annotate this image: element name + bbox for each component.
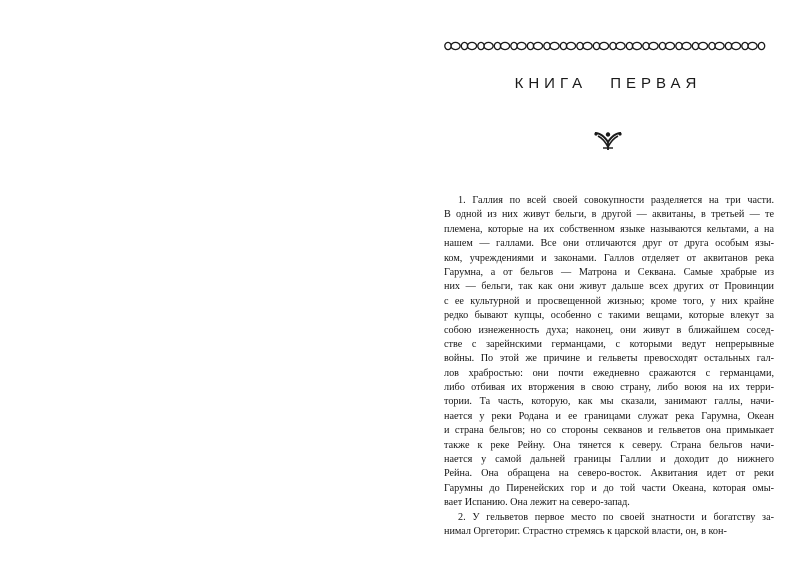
ornament-link	[478, 42, 484, 49]
ornament-link	[676, 42, 682, 49]
text-line: нимал Оргеториг. Страстно стремясь к царской власти, он, в кон-	[444, 525, 727, 537]
ornament-link	[577, 42, 583, 49]
ornament-link	[550, 42, 559, 49]
floral-vignette-icon	[591, 130, 625, 152]
ornament-link	[626, 42, 632, 49]
text-line: и страна бельгов; но со стороны секванов и гельветов она примыкает	[444, 425, 774, 437]
ornament-link	[527, 42, 533, 49]
text-line: В одной из них живут бельги, в другой — аквитаны, в третьей — те	[444, 209, 774, 221]
text-line: также к реке Рейну. Она тянется к северу. Страна бельгов начи-	[444, 439, 774, 451]
ornament-link	[665, 42, 674, 49]
ornament-link	[682, 42, 691, 49]
text-line: редко бывают купцы, особенно с такими вещами, которые влекут за	[444, 310, 774, 322]
ornament-link	[610, 42, 616, 49]
text-line: племена, которые на их собственном языке называются кельтами, а на	[444, 223, 774, 235]
ornament-link	[511, 42, 517, 49]
text-line: нается у самой дальней границы Галлии и доходит до нижнего	[444, 454, 774, 466]
ornament-link	[467, 42, 476, 49]
ornament-link	[659, 42, 665, 49]
ornament-link	[692, 42, 698, 49]
ornament-link	[709, 42, 715, 49]
text-line: либо отбивая их вторжения в свою страну, либо воюя на их терри-	[444, 382, 774, 394]
ornament-link	[758, 42, 764, 49]
ornament-link	[643, 42, 649, 49]
ornament-link	[748, 42, 757, 49]
ornament-link	[715, 42, 724, 49]
text-line: Рейна. Она обращена на северо-восток. Аквитания идет от реки	[444, 468, 774, 480]
ornament-link	[616, 42, 625, 49]
text-line: Гарумны до Пиренейских гор и до той части Океана, которая омы-	[444, 482, 774, 494]
ornament-link	[742, 42, 748, 49]
body-text	[444, 194, 774, 539]
text-line: 2. У гельветов первое место по своей знатности и богатству за-	[458, 511, 774, 523]
ornament-link	[461, 42, 467, 49]
ornament-link	[599, 42, 608, 49]
ornament-link	[484, 42, 493, 49]
ornament-link	[698, 42, 707, 49]
text-line: войны. По этой же причине и гельветы превосходят остальных гал-	[444, 353, 774, 365]
ornament-link	[566, 42, 575, 49]
text-line: лов храбростью: они почти ежедневно сражаются с германцами,	[444, 367, 774, 379]
text-line: Гарумна, а от бельгов — Матрона и Секвана. Самые храбрые из	[444, 266, 774, 278]
text-line: с ее культурной и просвещенной жизнью; кроме того, у них крайне	[444, 295, 774, 307]
ornament-link	[649, 42, 658, 49]
text-line: них — бельги, так как они живут дальше всех других от Провинции	[444, 281, 774, 293]
ornament-link	[500, 42, 509, 49]
ornament-link	[632, 42, 641, 49]
page-title: КНИГА ПЕРВАЯ	[514, 75, 702, 92]
ornament-link	[560, 42, 566, 49]
left-page-blank	[0, 0, 398, 575]
text-line: нашем — галлами. Все они отличаются друг от друга особым язы-	[444, 238, 774, 250]
text-line: собою изнеженность духа; наконец, они живут в ближайшем сосед-	[444, 324, 774, 336]
text-line: ком, учреждениями и законами. Галлов отделяет от аквитанов река	[444, 252, 774, 264]
text-line: тории. Та часть, которую, как мы сказали, занимают галлы, начи-	[444, 396, 774, 408]
ornament-link	[583, 42, 592, 49]
text-line: нается у реки Родана и ее границами служат река Гарумна, Океан	[444, 410, 774, 422]
text-line: 1. Галлия по всей своей совокупности разделяется на три части.	[458, 195, 774, 206]
ornament-link	[725, 42, 731, 49]
ornament-link	[445, 42, 451, 49]
text-line: стве с зарейнскими германцами, с которыми ведут непрерывные	[444, 338, 774, 350]
ornament-link	[544, 42, 550, 49]
ornament-link	[533, 42, 542, 49]
ornament-link	[593, 42, 599, 49]
ornament-link	[451, 42, 460, 49]
ornament-link	[494, 42, 500, 49]
ornament-link	[517, 42, 526, 49]
ornamental-border-icon	[444, 40, 772, 52]
ornament-link	[731, 42, 740, 49]
text-line: вает Испанию. Она лежит на северо-запад.	[444, 497, 630, 509]
